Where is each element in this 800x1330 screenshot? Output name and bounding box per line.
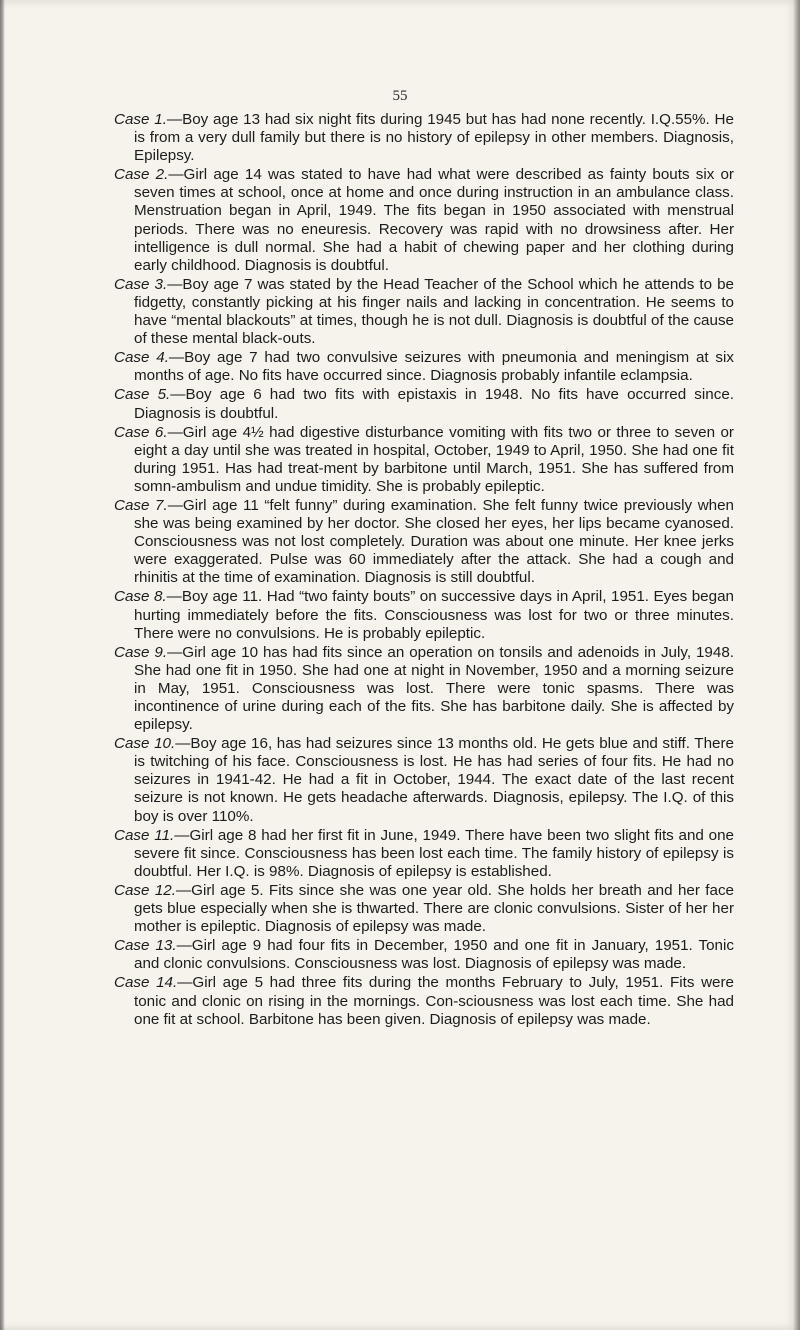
case-entry [114, 276, 734, 348]
case-text: —Boy age 11. Had “two fainty bouts” on successive days in April, 1951. Eyes began hurting immediately before the fits. Consciousness was lost for two or three minutes. There were no convulsions. He is probably epileptic. [134, 588, 734, 642]
case-entry [114, 111, 734, 165]
case-entry [114, 588, 734, 642]
case-entry [114, 735, 734, 825]
case-entry [114, 424, 734, 496]
case-entry [114, 827, 734, 881]
case-text: —Boy age 7 was stated by the Head Teacher of the School which he attends to be fidgetty, constantly picking at his finger nails and lacking in concentration. He seems to have “mental blackouts” at times, though he is not dull. Diagnosis is doubtful of the cause of these mental black-outs. [134, 275, 734, 348]
case-label: Case 5. [114, 386, 171, 404]
case-label: Case 8. [114, 588, 167, 606]
case-text: —Boy age 13 had six night fits during 1945 but has had none recently. I.Q.55%. He is from a very dull family but there is no history of epilepsy in other members. Diagnosis, Epilepsy. [134, 111, 734, 165]
case-text: —Boy age 7 had two convulsive seizures with pneumonia and meningism at six months of age. No fits have occurred since. Diagnosis probably infantile eclampsia. [134, 349, 734, 385]
case-entry [114, 386, 734, 422]
case-label: Case 2. [114, 166, 169, 184]
case-text: —Girl age 14 was stated to have had what were described as fainty bouts six or seven times at school, once at home and once during instruction in an ambulance class. Menstruation began in April, 1949. The fits began in 1950 associated with menstrual periods. There was no eneuresis. Recovery was rapid with no drowsiness after. Her intelligence is dull normal. She had a habit of chewing paper and her clothing during early childhood. Diagnosis is doubtful. [134, 166, 734, 274]
case-label: Case 11. [114, 826, 175, 844]
case-text: —Girl age 10 has had fits since an operation on tonsils and adenoids in July, 1948. She had one fit in 1950. She had one at night in November, 1950 and a morning seizure in May, 1951. Consciousness was lost. There were tonic spasms. There was incontinence of urine during each of the fits. She has barbitone daily. She is affected by epilepsy. [134, 643, 734, 734]
case-label: Case 9. [114, 643, 168, 661]
case-label: Case 6. [114, 423, 168, 441]
case-label: Case 7. [114, 496, 168, 514]
case-entry [114, 644, 734, 734]
case-entry [114, 937, 734, 973]
case-label: Case 10. [114, 735, 176, 753]
case-text: —Girl age 4½ had digestive disturbance vomiting with fits two or three to seven or eight a day until she was treated in hospital, October, 1949 to April, 1950. She had one fit during 1951. Has had treat-ment by barbitone until March, 1951. She has suffered from somn-ambulism and undue timidity. She is probably epileptic. [134, 423, 734, 495]
case-text: —Girl age 9 had four fits in December, 1950 and one fit in January, 1951. Tonic and clonic convulsions. Consciousness was lost. Diagnosis of epilepsy was made. [134, 937, 734, 973]
case-text: —Girl age 5 had three fits during the months February to July, 1951. Fits were tonic and clonic on rising in the mornings. Con-sciousness was lost each time. She had one fit at school. Barbitone has been given. Diagnosis of epilepsy was made. [134, 974, 734, 1028]
case-entry [114, 974, 734, 1028]
case-text: —Boy age 6 had two fits with epistaxis in 1948. No fits have occurred since. Diagnosis is doubtful. [134, 386, 734, 422]
case-text: —Girl age 5. Fits since she was one year old. She holds her breath and her face gets blue especially when she is thwarted. There are clonic convulsions. Sister of her her mother is epileptic. Diagnosis of epilepsy was made. [134, 881, 734, 936]
case-label: Case 14. [114, 974, 178, 992]
right-page-edge [793, 0, 800, 1330]
case-label: Case 4. [114, 349, 169, 367]
left-binding-edge [0, 0, 5, 1330]
case-entry [114, 166, 734, 275]
case-entry [114, 497, 734, 587]
case-text: —Girl age 11 “felt funny” during examination. She felt funny twice previously when she was being examined by her doctor. She closed her eyes, her lips became cyanosed. Consciousness was not lost completely. Duration was about one minute. Her knee jerks were exaggerated. Pulse was 60 immediately after the attack. She had a cough and rhinitis at the time of examination. Diagnosis is still doubtful. [134, 496, 734, 587]
case-list [114, 111, 734, 1030]
page-number: 55 [392, 88, 408, 104]
case-label: Case 12. [114, 881, 176, 899]
case-label: Case 1. [114, 111, 167, 128]
case-label: Case 3. [114, 275, 168, 293]
case-label: Case 13. [114, 937, 177, 955]
case-entry [114, 349, 734, 385]
case-entry [114, 882, 734, 936]
case-text: —Boy age 16, has had seizures since 13 months old. He gets blue and stiff. There is twitching of his face. Consciousness is lost. He has had series of four fits. He had no seizures in 1941-42. He had a fit in October, 1944. The exact date of the last recent seizure is not known. He gets headache afterwards. Diagnosis, epilepsy. The I.Q. of this boy is over 110%. [134, 735, 734, 825]
case-text: —Girl age 8 had her first fit in June, 1949. There have been two slight fits and one severe fit since. Consciousness has been lost each time. The family history of epilepsy is doubtful. Her I.Q. is 98%. Diagnosis of epilepsy is established. [134, 826, 734, 880]
